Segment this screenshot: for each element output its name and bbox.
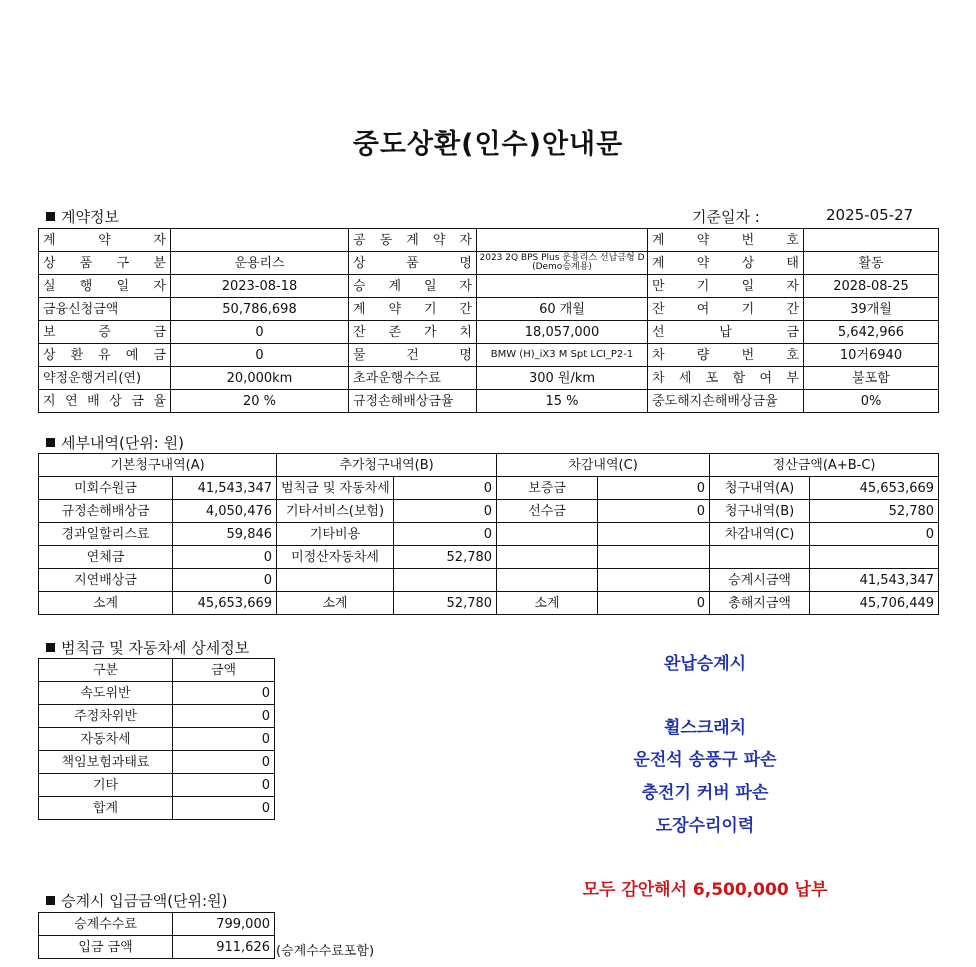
item-amount xyxy=(598,546,710,569)
item-label: 소계 xyxy=(39,592,173,615)
field-value: 20,000km xyxy=(171,367,349,390)
field-label: 상 품 명 xyxy=(349,252,477,275)
annotation-item: 휠스크래치 xyxy=(663,718,747,738)
field-label: 공 동 계 약 자 xyxy=(349,229,477,252)
table-row xyxy=(39,569,939,592)
item-label: 책임보험과태료 xyxy=(39,751,173,774)
item-label xyxy=(497,546,598,569)
item-label: 미정산자동차세 xyxy=(277,546,394,569)
table-row xyxy=(39,390,939,413)
section-label: 세부내역(단위: 원) xyxy=(61,434,184,452)
field-label: 잔 여 기 간 xyxy=(648,298,804,321)
field-label: 상 환 유 예 금 xyxy=(39,344,171,367)
table-row xyxy=(39,913,275,936)
item-amount: 0 xyxy=(173,705,275,728)
field-value: 0% xyxy=(804,390,939,413)
annotation-header: 완납승계시 xyxy=(663,654,747,674)
item-label: 보증금 xyxy=(497,477,598,500)
table-row xyxy=(39,523,939,546)
table-row xyxy=(39,682,275,705)
field-value: 불포함 xyxy=(804,367,939,390)
item-amount: 911,626 xyxy=(173,936,275,959)
section-detail-heading xyxy=(46,432,184,453)
field-value: 50,786,698 xyxy=(171,298,349,321)
item-label: 총해지금액 xyxy=(710,592,810,615)
table-row xyxy=(39,477,939,500)
item-amount: 0 xyxy=(173,774,275,797)
field-value: 0 xyxy=(171,344,349,367)
field-value: 활동 xyxy=(804,252,939,275)
field-label: 승 계 일 자 xyxy=(349,275,477,298)
bullet-square-icon xyxy=(46,212,55,221)
field-value: 10거6940 xyxy=(804,344,939,367)
item-label xyxy=(497,569,598,592)
item-label: 차감내역(C) xyxy=(710,523,810,546)
field-label: 선 납 금 xyxy=(648,321,804,344)
item-amount: 0 xyxy=(394,477,497,500)
contract-info-table xyxy=(38,228,939,413)
base-date-value: 2025-05-27 xyxy=(826,206,914,224)
field-value: 60 개월 xyxy=(477,298,648,321)
item-amount: 4,050,476 xyxy=(173,500,277,523)
fines-table xyxy=(38,658,275,820)
field-value: 39개월 xyxy=(804,298,939,321)
section-contract-heading xyxy=(46,206,119,227)
item-label: 기타비용 xyxy=(277,523,394,546)
item-label xyxy=(497,523,598,546)
field-value xyxy=(477,229,648,252)
annotation-item: 도장수리이력 xyxy=(655,816,755,836)
item-label: 기타 xyxy=(39,774,173,797)
section-label: 계약정보 xyxy=(61,208,119,226)
field-label: 보 증 금 xyxy=(39,321,171,344)
item-label xyxy=(710,546,810,569)
column-header: 금액 xyxy=(173,659,275,682)
table-header-row xyxy=(39,454,939,477)
section-transfer-heading xyxy=(46,890,227,911)
item-label: 자동차세 xyxy=(39,728,173,751)
item-amount: 41,543,347 xyxy=(173,477,277,500)
table-row xyxy=(39,252,939,275)
transfer-table xyxy=(38,912,275,959)
bullet-square-icon xyxy=(46,438,55,447)
item-label: 지연배상금 xyxy=(39,569,173,592)
field-label: 금융신청금액 xyxy=(39,298,171,321)
field-label: 계 약 기 간 xyxy=(349,298,477,321)
section-label: 범칙금 및 자동차세 상세정보 xyxy=(61,639,250,657)
item-label: 범칙금 및 자동차세 xyxy=(277,477,394,500)
field-label: 계 약 상 태 xyxy=(648,252,804,275)
table-row xyxy=(39,367,939,390)
item-amount: 0 xyxy=(598,592,710,615)
item-amount: 52,780 xyxy=(394,592,497,615)
item-amount: 0 xyxy=(173,569,277,592)
field-label: 상 품 구 분 xyxy=(39,252,171,275)
item-amount: 0 xyxy=(173,751,275,774)
item-amount: 52,780 xyxy=(810,500,939,523)
field-value: BMW (H)_iX3 M Spt LCI_P2-1 xyxy=(477,344,648,367)
column-header: 구분 xyxy=(39,659,173,682)
base-date-label: 기준일자 : xyxy=(692,208,760,226)
table-row xyxy=(39,546,939,569)
field-label: 약정운행거리(연) xyxy=(39,367,171,390)
field-value xyxy=(804,229,939,252)
item-amount: 0 xyxy=(394,500,497,523)
field-label: 물 건 명 xyxy=(349,344,477,367)
field-value: 20 % xyxy=(171,390,349,413)
table-row xyxy=(39,797,275,820)
table-row xyxy=(39,344,939,367)
item-amount: 0 xyxy=(173,728,275,751)
table-row xyxy=(39,705,275,728)
item-amount: 41,543,347 xyxy=(810,569,939,592)
bullet-square-icon xyxy=(46,896,55,905)
table-row xyxy=(39,592,939,615)
transfer-note: (승계수수료포함) xyxy=(276,944,375,959)
item-amount: 0 xyxy=(394,523,497,546)
item-amount: 45,706,449 xyxy=(810,592,939,615)
field-value: 2028-08-25 xyxy=(804,275,939,298)
item-amount: 0 xyxy=(598,500,710,523)
item-label: 소계 xyxy=(277,592,394,615)
field-label: 잔 존 가 치 xyxy=(349,321,477,344)
table-row xyxy=(39,936,275,959)
field-label: 만 기 일 자 xyxy=(648,275,804,298)
item-amount: 45,653,669 xyxy=(810,477,939,500)
item-label: 청구내역(A) xyxy=(710,477,810,500)
item-amount: 0 xyxy=(173,682,275,705)
item-label: 승계수수료 xyxy=(39,913,173,936)
field-value: 15 % xyxy=(477,390,648,413)
item-label: 주정차위반 xyxy=(39,705,173,728)
bullet-square-icon xyxy=(46,643,55,652)
item-label: 청구내역(B) xyxy=(710,500,810,523)
item-label: 입금 금액 xyxy=(39,936,173,959)
field-label: 계 약 자 xyxy=(39,229,171,252)
column-header: 추가청구내역(B) xyxy=(277,454,497,477)
item-label: 연체금 xyxy=(39,546,173,569)
field-value: 300 원/km xyxy=(477,367,648,390)
item-amount: 0 xyxy=(173,546,277,569)
item-label xyxy=(277,569,394,592)
table-row xyxy=(39,728,275,751)
item-label: 합계 xyxy=(39,797,173,820)
column-header: 차감내역(C) xyxy=(497,454,710,477)
table-row xyxy=(39,774,275,797)
item-amount: 52,780 xyxy=(394,546,497,569)
item-label: 승계시금액 xyxy=(710,569,810,592)
item-amount: 59,846 xyxy=(173,523,277,546)
item-amount xyxy=(810,546,939,569)
table-header-row xyxy=(39,659,275,682)
item-label: 미회수원금 xyxy=(39,477,173,500)
field-label: 차 량 번 호 xyxy=(648,344,804,367)
annotation-item: 운전석 송풍구 파손 xyxy=(633,750,777,770)
item-amount xyxy=(394,569,497,592)
field-label: 계 약 번 호 xyxy=(648,229,804,252)
section-label: 승계시 입금금액(단위:원) xyxy=(61,892,228,910)
annotation-summary: 모두 감안해서 6,500,000 납부 xyxy=(582,880,828,900)
field-value: 0 xyxy=(171,321,349,344)
item-label: 선수금 xyxy=(497,500,598,523)
field-label: 지 연 배 상 금 율 xyxy=(39,390,171,413)
page-title: 중도상환(인수)안내문 xyxy=(352,129,624,160)
field-value: 운용리스 xyxy=(171,252,349,275)
table-row xyxy=(39,500,939,523)
field-label: 중도해지손해배상금율 xyxy=(648,390,804,413)
field-value: 2023-08-18 xyxy=(171,275,349,298)
item-amount: 0 xyxy=(598,477,710,500)
field-label: 실 행 일 자 xyxy=(39,275,171,298)
item-label: 소계 xyxy=(497,592,598,615)
field-label: 초과운행수수료 xyxy=(349,367,477,390)
column-header: 정산금액(A+B-C) xyxy=(710,454,939,477)
item-label: 경과일할리스료 xyxy=(39,523,173,546)
annotation-item: 충전기 커버 파손 xyxy=(641,783,769,803)
table-row xyxy=(39,321,939,344)
table-row xyxy=(39,298,939,321)
item-amount xyxy=(598,523,710,546)
field-value: 5,642,966 xyxy=(804,321,939,344)
table-row xyxy=(39,751,275,774)
item-amount: 0 xyxy=(810,523,939,546)
column-header: 기본청구내역(A) xyxy=(39,454,277,477)
table-row xyxy=(39,229,939,252)
item-amount: 0 xyxy=(173,797,275,820)
field-value: 2023 2Q BPS Plus 운용리스 선납금형 D (Demo승계용) xyxy=(477,252,648,275)
item-label: 속도위반 xyxy=(39,682,173,705)
item-label: 기타서비스(보험) xyxy=(277,500,394,523)
item-amount: 45,653,669 xyxy=(173,592,277,615)
field-value: 18,057,000 xyxy=(477,321,648,344)
field-value xyxy=(477,275,648,298)
item-amount xyxy=(598,569,710,592)
detail-table xyxy=(38,453,939,615)
section-fines-heading xyxy=(46,637,249,658)
field-value xyxy=(171,229,349,252)
item-label: 규정손해배상금 xyxy=(39,500,173,523)
table-row xyxy=(39,275,939,298)
item-amount: 799,000 xyxy=(173,913,275,936)
field-label: 차 세 포 함 여 부 xyxy=(648,367,804,390)
field-label: 규정손해배상금율 xyxy=(349,390,477,413)
